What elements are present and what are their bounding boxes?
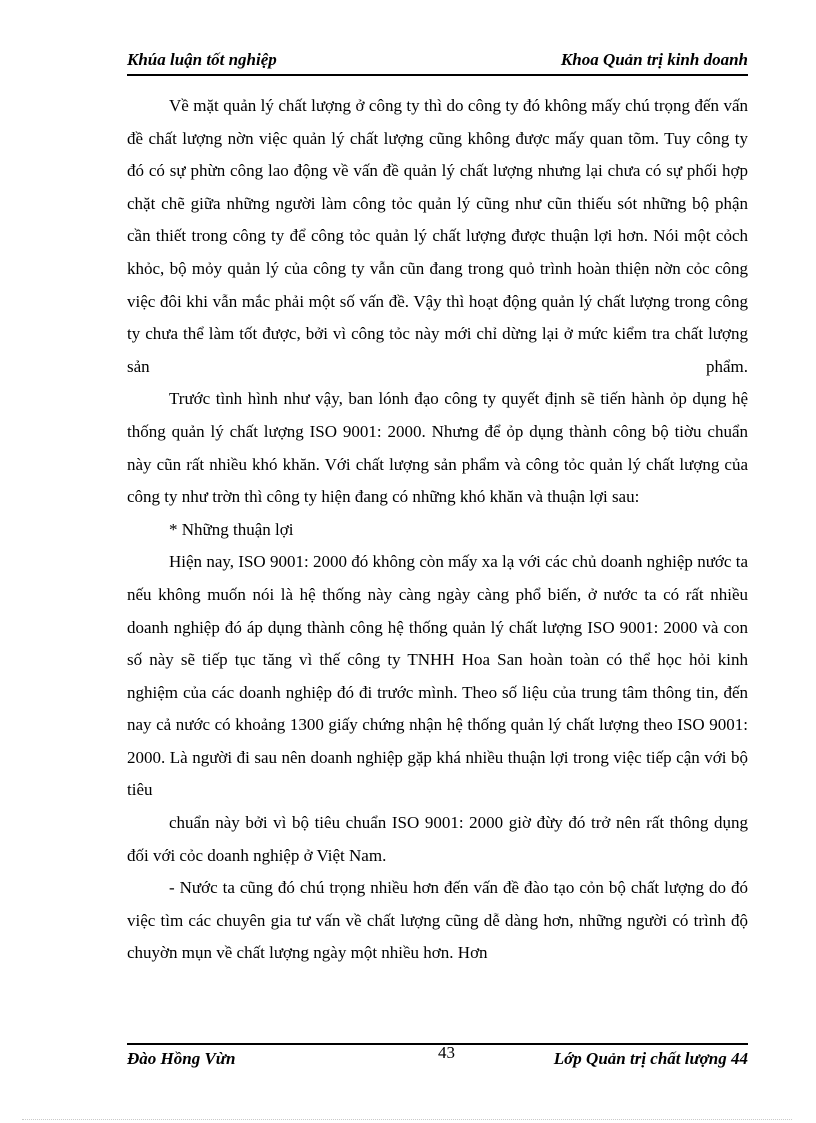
footer-class-name: Lớp Quản trị chất lượng 44	[553, 1049, 748, 1068]
page-number: 43	[438, 1043, 455, 1062]
paragraph-iso-popularity: Hiện nay, ISO 9001: 2000 đó không còn mấy xa lạ với các chủ doanh nghiệp nước ta nếu không muốn nói là hệ thống này càng ngày càng phổ biến, ở nước ta có rất nhiều doanh nghiệp đó áp dụng thành công hệ thống quản lý chất lượng ISO 9001: 2000 và con số này sẽ tiếp tục tăng vì thế công ty TNHH Hoa San hoàn toàn có thể học hỏi kinh nghiệm của các doanh nghiệp đó đi trước mình. Theo số liệu của trung tâm thông tin, đến nay cả nước có khoảng 1300 giấy chứng nhận hệ thống quản lý chất lượng theo ISO 9001: 2000. Là người đi sau nên doanh nghiệp gặp khá nhiều thuận lợi trong việc tiếp cận với bộ tiêu	[127, 552, 748, 800]
bottom-dotted-divider	[22, 1119, 792, 1120]
header-faculty-name: Khoa Quản trị kinh doanh	[560, 50, 748, 69]
paragraph-quality-management-status: Về mặt quản lý chất lượng ở công ty thì do công ty đó không mấy chú trọng đến vấn đề chất lượng nờn việc quản lý chất lượng cũng không được mấy quan tõm. Tuy công ty đó có sự phừn công lao động về vấn đề quản lý chất lượng nhưng lại chưa có sự phối hợp chặt chẽ giữa những người làm công tỏc quản lý cũng như cũn thiếu sót những bộ phận cần thiết trong công ty để công tỏc quản lý chất lượng được thuận lợi hơn. Nói một cỏch khỏc, bộ mỏy quản lý của công ty vẫn cũn đang trong quỏ trình hoàn thiện nờn cỏc công việc đôi khi vẫn mắc phải một số vấn đề. Vậy thì hoạt động quản lý chất lượng trong công ty chưa thể làm tốt được, bởi vì công tỏc này mới chỉ dừng lại ở mức kiểm tra chất lượng sản phẩm.	[127, 96, 748, 376]
document-body	[127, 90, 748, 970]
page-footer	[127, 1043, 748, 1075]
paragraph-iso-decision: Trước tình hình như vậy, ban lónh đạo công ty quyết định sẽ tiến hành ỏp dụng hệ thống quản lý chất lượng ISO 9001: 2000. Nhưng để ỏp dụng thành công bộ tiờu chuẩn này cũn rất nhiều khó khăn. Với chất lượng sản phẩm và công tỏc quản lý chất lượng của công ty như trờn thì công ty hiện đang có những khó khăn và thuận lợi sau:	[127, 389, 748, 507]
header-thesis-title: Khúa luận tốt nghiệp	[127, 50, 277, 69]
paragraph-training-focus: - Nước ta cũng đó chú trọng nhiều hơn đến vấn đề đào tạo cỏn bộ chất lượng do đó việc tìm các chuyên gia tư vấn về chất lượng cũng dễ dàng hơn, những người có trình độ chuyờn mụn về chất lượng ngày một nhiều hơn. Hơn	[127, 878, 748, 963]
paragraph-advantages-heading: * Những thuận lợi	[169, 519, 294, 539]
paragraph-standard-common: chuẩn này bởi vì bộ tiêu chuẩn ISO 9001: 2000 giờ đừy đó trở nên rất thông dụng đối với cỏc doanh nghiệp ở Việt Nam.	[127, 813, 748, 865]
footer-author-name: Đào Hồng Vừn	[127, 1049, 236, 1068]
page-header	[127, 48, 748, 76]
